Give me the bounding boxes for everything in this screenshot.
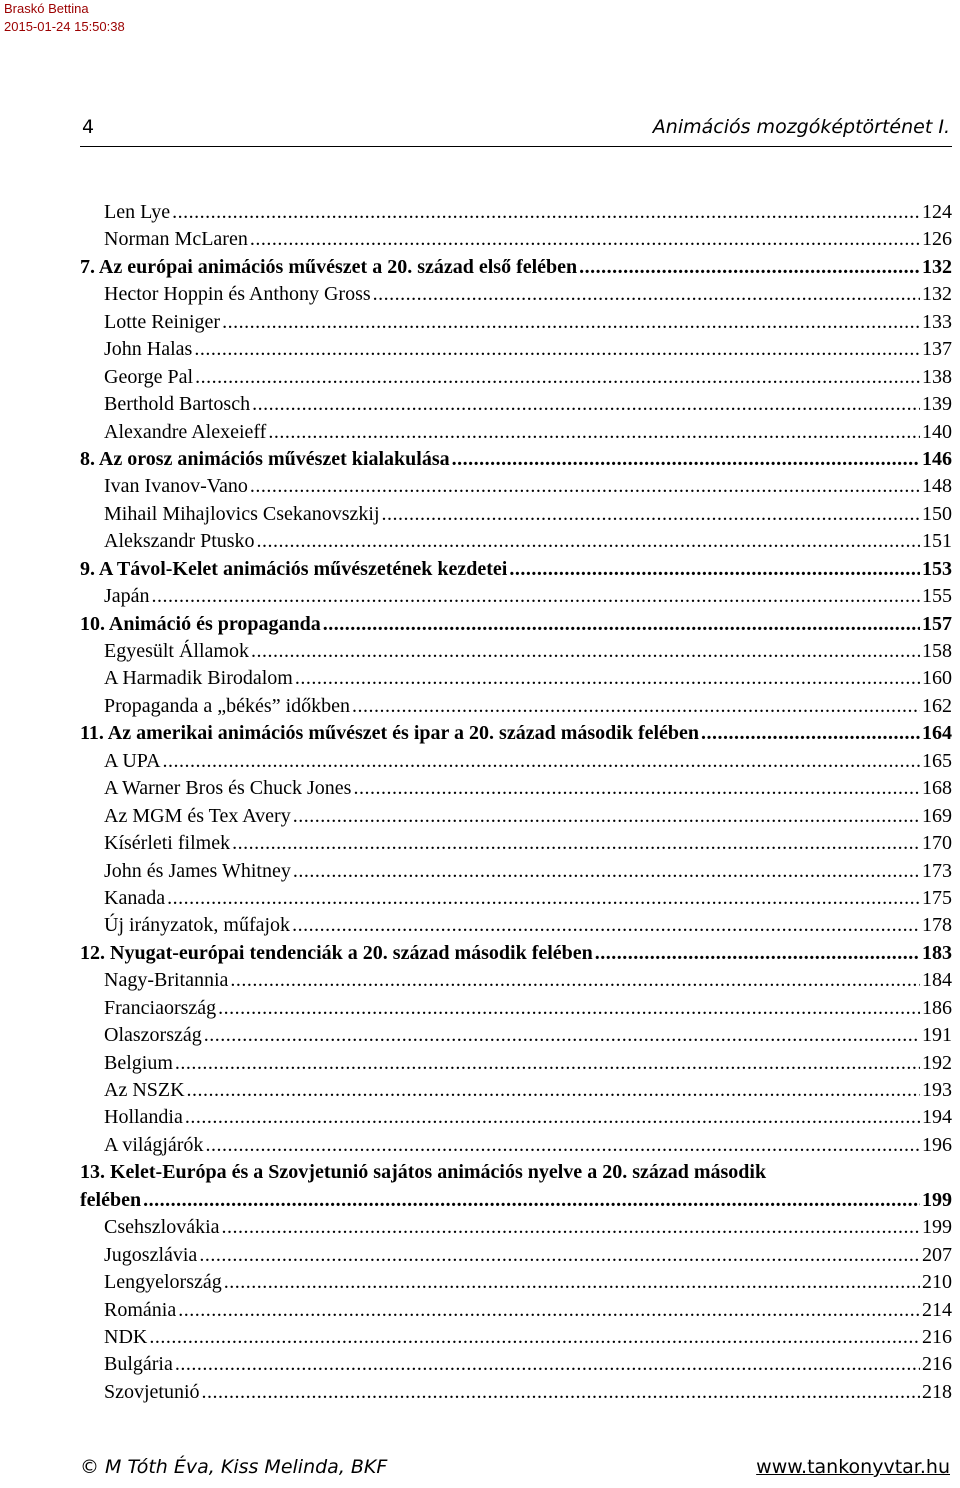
toc-page-number: 216 [922,1353,952,1376]
toc-leader-dots [167,885,920,912]
toc-leader-dots [579,254,920,281]
toc-page-number: 194 [922,1106,952,1129]
toc-page-number: 153 [922,557,952,580]
toc-leader-dots [452,446,920,473]
toc-title: Ivan Ivanov-Vano [104,475,248,498]
toc-title: Olaszország [104,1024,202,1047]
toc-section-row[interactable] [0,1077,960,1104]
toc-leader-dots [222,1214,920,1241]
toc-section-row[interactable] [0,364,960,391]
page-footer [80,1456,952,1484]
toc-title: Franciaország [104,996,217,1019]
toc-leader-dots [373,281,920,308]
toc-page-number: 140 [922,420,952,443]
toc-page-number: 148 [922,475,952,498]
toc-leader-dots [178,1297,920,1324]
toc-page-number: 196 [922,1133,952,1156]
toc-title: Nagy-Britannia [104,969,229,992]
toc-page-number: 132 [922,255,952,278]
toc-leader-dots [293,803,920,830]
toc-leader-dots [224,1269,920,1296]
toc-page-number: 175 [922,886,952,909]
toc-title: Az MGM és Tex Avery [104,804,291,827]
table-of-contents [0,199,960,1406]
toc-section-row[interactable] [0,1022,960,1049]
toc-title: 10. Animáció és propaganda [80,612,321,635]
toc-leader-dots [382,501,920,528]
toc-page-number: 162 [922,694,952,717]
toc-page-number: 178 [922,914,952,937]
toc-section-row[interactable] [0,1297,960,1324]
toc-leader-dots [509,556,920,583]
toc-page-number: 124 [922,201,952,223]
toc-section-row[interactable] [0,693,960,720]
footer-website-link[interactable]: www.tankonyvtar.hu [756,1456,950,1478]
toc-title: Lotte Reiniger [104,310,221,333]
page-header [80,116,952,147]
toc-title: Alexandre Alexeieff [104,420,267,443]
toc-chapter-row[interactable] [0,611,960,638]
annotation-author: Braskó Bettina [4,1,89,16]
toc-section-row[interactable] [0,1379,960,1406]
toc-section-row[interactable] [0,528,960,555]
toc-section-row[interactable] [0,1242,960,1269]
toc-leader-dots [205,1132,920,1159]
toc-leader-dots [250,473,920,500]
toc-leader-dots [163,748,920,775]
toc-leader-dots [218,995,920,1022]
toc-page-number: 133 [922,310,952,333]
toc-title: Berthold Bartosch [104,393,251,416]
toc-page-number: 193 [922,1079,952,1101]
toc-section-row[interactable] [0,912,960,939]
toc-title: 12. Nyugat-európai tendenciák a 20. század második felében [80,941,593,964]
toc-title: Jugoszlávia [104,1243,198,1266]
toc-title: 9. A Távol-Kelet animációs művészetének kezdetei [80,557,508,580]
toc-title: Lengyelország [104,1271,222,1294]
toc-section-row[interactable] [0,1050,960,1077]
toc-section-row[interactable] [0,885,960,912]
toc-leader-dots [323,611,920,638]
toc-section-row[interactable] [0,748,960,775]
annotation [4,0,125,36]
toc-title: Mihail Mihajlovics Csekanovszkij [104,502,380,525]
toc-title: Alekszandr Ptusko [104,530,255,553]
toc-section-row[interactable] [0,336,960,363]
toc-page-number: 157 [922,612,952,635]
toc-title: Az NSZK [104,1079,185,1101]
toc-leader-dots [143,1187,920,1214]
toc-title: 13. Kelet-Európa és a Szovjetunió sajátos animációs nyelve a 20. század második [80,1161,767,1184]
toc-section-row[interactable] [0,309,960,336]
toc-section-row[interactable] [0,638,960,665]
toc-page-number: 191 [922,1024,952,1047]
toc-page-number: 173 [922,859,952,882]
toc-section-row[interactable] [0,391,960,418]
toc-title: Egyesült Államok [104,640,249,662]
toc-leader-dots [204,1022,920,1049]
toc-page-number: 183 [922,941,952,964]
toc-page-number: 192 [922,1051,952,1074]
toc-chapter-row[interactable] [0,720,960,747]
toc-title: Hector Hoppin és Anthony Gross [104,283,371,306]
toc-section-row[interactable] [0,226,960,253]
toc-leader-dots [292,912,920,939]
toc-title: Belgium [104,1051,173,1074]
toc-title: John és James Whitney [104,859,291,882]
toc-leader-dots [352,693,920,720]
toc-title: Propaganda a „békés” időkben [104,694,351,717]
toc-title: A Harmadik Birodalom [104,667,293,690]
toc-title: John Halas [104,338,193,361]
toc-leader-dots [595,940,920,967]
toc-leader-dots [187,1077,920,1104]
toc-page-number: 210 [922,1271,952,1294]
toc-title: 8. Az orosz animációs művészet kialakulása [80,447,450,470]
toc-leader-dots [172,199,920,226]
toc-section-row[interactable] [0,858,960,885]
toc-section-row[interactable] [0,775,960,802]
toc-section-row[interactable] [0,583,960,610]
toc-title: 7. Az európai animációs művészet a 20. század első felében [80,255,578,278]
toc-section-row[interactable] [0,1214,960,1241]
toc-leader-dots [257,528,920,555]
toc-section-row[interactable] [0,830,960,857]
toc-title: Bulgária [104,1353,173,1376]
toc-title: George Pal [104,365,194,388]
toc-section-row[interactable] [0,803,960,830]
toc-title: Új irányzatok, műfajok [104,914,291,937]
toc-page-number: 184 [922,969,952,992]
toc-page-number: 160 [922,667,952,690]
toc-page-number: 164 [922,722,952,745]
toc-leader-dots [250,226,920,253]
toc-leader-dots [701,720,920,747]
footer-authors: © M Tóth Éva, Kiss Melinda, BKF [80,1456,388,1478]
toc-leader-dots [152,583,920,610]
toc-section-row[interactable] [0,199,960,226]
toc-page-number: 199 [922,1188,952,1211]
toc-page-number: 137 [922,338,952,361]
toc-title: Románia [104,1298,177,1321]
toc-page-number: 150 [922,502,952,525]
toc-leader-dots [202,1379,920,1406]
toc-section-row[interactable] [0,1351,960,1378]
toc-section-row[interactable] [0,501,960,528]
toc-page-number: 126 [922,228,952,251]
toc-leader-dots [175,1050,920,1077]
toc-title: Hollandia [104,1106,183,1129]
toc-leader-dots [185,1104,920,1131]
page-number: 4 [82,116,95,138]
toc-title: 11. Az amerikai animációs művészet és ipar a 20. század második felében [80,722,700,745]
toc-leader-dots [149,1324,920,1351]
toc-section-row[interactable] [0,1132,960,1159]
toc-section-row[interactable] [0,1104,960,1131]
toc-section-row[interactable] [0,473,960,500]
toc-page-number: 139 [922,393,952,416]
toc-leader-dots [353,775,920,802]
toc-leader-dots [293,858,920,885]
toc-chapter-row[interactable] [0,940,960,967]
toc-page-number: 146 [922,447,952,470]
toc-chapter-row-continued[interactable] [0,1187,960,1214]
toc-leader-dots [222,309,920,336]
toc-page-number: 132 [922,283,952,306]
toc-page-number: 168 [922,777,952,800]
toc-section-row[interactable] [0,1324,960,1351]
toc-page-number: 158 [922,640,952,662]
toc-title: Kísérleti filmek [104,832,231,855]
toc-section-row[interactable] [0,419,960,446]
toc-leader-dots [268,419,920,446]
toc-leader-dots [232,830,920,857]
toc-title: A UPA [104,749,161,772]
toc-page-number: 207 [922,1243,952,1266]
toc-chapter-row[interactable] [0,254,960,281]
toc-leader-dots [251,638,920,665]
toc-chapter-row[interactable] [0,1159,960,1186]
toc-leader-dots [252,391,920,418]
toc-title: Norman McLaren [104,228,248,251]
toc-leader-dots [230,967,920,994]
toc-page-number: 170 [922,832,952,855]
toc-title: NDK [104,1325,148,1348]
toc-section-row[interactable] [0,281,960,308]
toc-leader-dots [195,364,920,391]
toc-section-row[interactable] [0,1269,960,1296]
toc-section-row[interactable] [0,665,960,692]
toc-title: A Warner Bros és Chuck Jones [104,777,352,800]
toc-title: Szovjetunió [104,1380,200,1403]
toc-page-number: 165 [922,749,952,772]
toc-title: Csehszlovákia [104,1216,220,1239]
toc-page-number: 155 [922,585,952,608]
toc-page-number: 186 [922,996,952,1019]
toc-title: Kanada [104,886,166,909]
toc-title: Len Lye [104,201,171,223]
toc-chapter-row[interactable] [0,556,960,583]
toc-section-row[interactable] [0,967,960,994]
annotation-timestamp: 2015-01-24 15:50:38 [4,19,125,34]
toc-page-number: 218 [922,1380,952,1403]
toc-page-number: 138 [922,365,952,388]
toc-page-number: 151 [922,530,952,553]
toc-title: A világjárók [104,1133,204,1156]
toc-chapter-row[interactable] [0,446,960,473]
toc-leader-dots [199,1242,920,1269]
toc-leader-dots [295,665,920,692]
toc-title: Japán [104,585,150,608]
toc-title-continued: felében [80,1188,142,1211]
toc-page-number: 169 [922,804,952,827]
toc-leader-dots [175,1351,920,1378]
toc-page-number: 199 [922,1216,952,1239]
toc-page-number: 214 [922,1298,952,1321]
toc-page-number: 216 [922,1325,952,1348]
toc-leader-dots [194,336,920,363]
running-title: Animációs mozgóképtörténet I. [652,116,950,138]
toc-section-row[interactable] [0,995,960,1022]
